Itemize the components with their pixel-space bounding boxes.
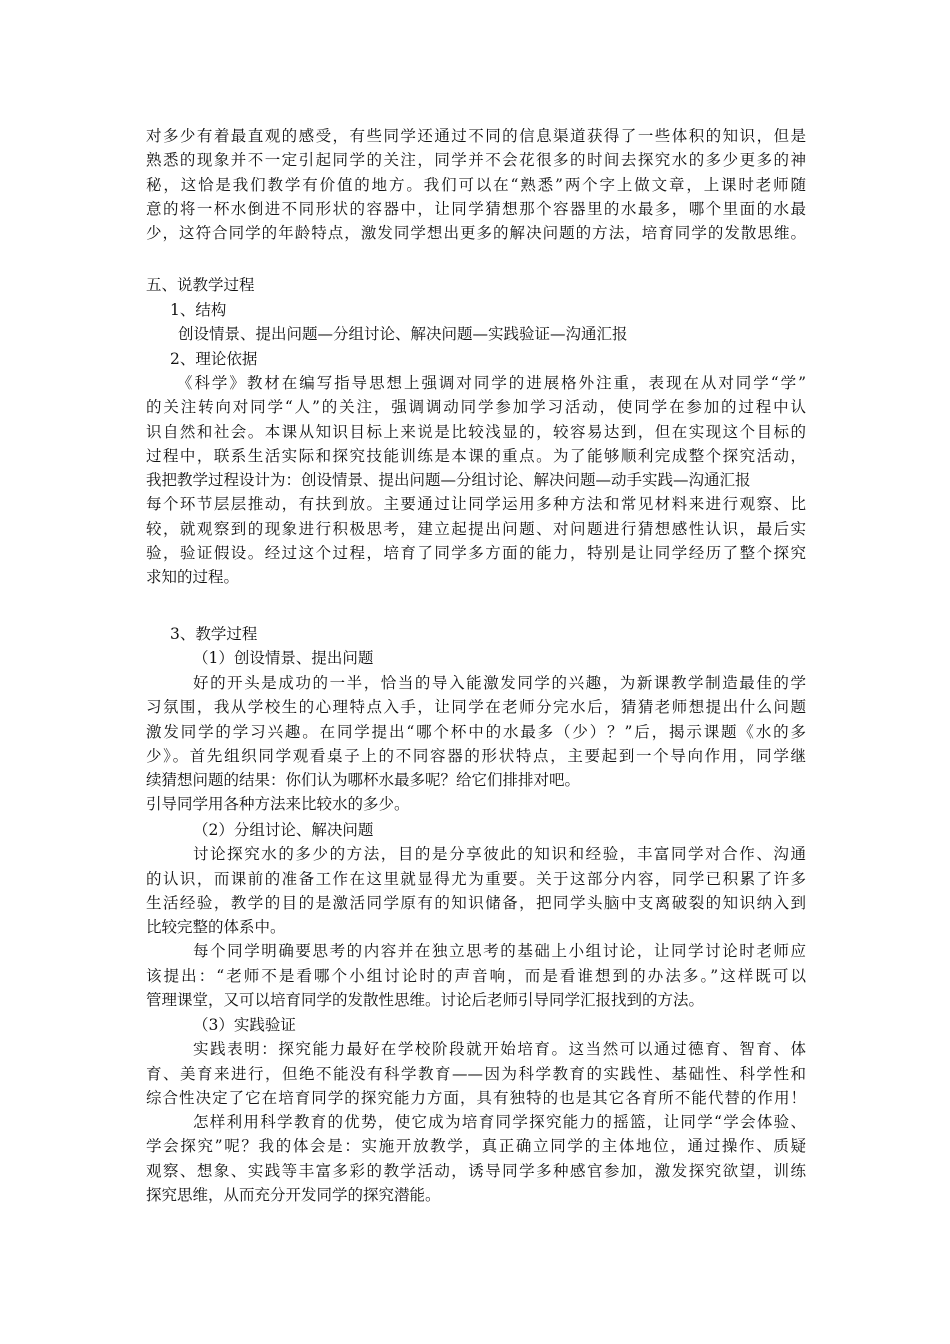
text-line: 讨论探究水的多少的方法，目的是分享彼此的知识和经验，丰富同学对合作、沟通 — [193, 845, 806, 864]
text-line: 少，这符合同学的年龄特点，激发同学想出更多的解决问题的方法，培育同学的发散思维。 — [146, 224, 806, 243]
item1-text: 创设情景、提出问题—分组讨论、解决问题—实践验证—沟通汇报 — [178, 325, 628, 344]
section-heading-text: 五、说教学过程 — [146, 276, 255, 294]
text-line: 该提出：“老师不是看哪个小组讨论时的声音响，而是看谁想到的办法多。”这样既可以 — [146, 966, 806, 985]
text-line: 激发同学的学习兴趣。在同学提出“哪个杯中的水最多（少）？”后，揭示课题《水的多 — [146, 722, 806, 741]
text-line: 意的将一杯水倒进不同形状的容器中，让同学猜想那个容器里的水最多，哪个里面的水最 — [146, 199, 806, 218]
text-line: 求知的过程。 — [146, 568, 240, 587]
text-line: 比较完整的体系中。 — [146, 918, 286, 937]
item3-heading: 3、教学过程 — [170, 625, 258, 643]
text-line: 学会探究”呢？我的体会是：实施开放教学，真正确立同学的主体地位，通过操作、质疑 — [146, 1137, 806, 1156]
text-line: 少》。首先组织同学观看桌子上的不同容器的形状特点，主要起到一个导向作用，同学继 — [146, 746, 806, 765]
text-line: 生活经验，教学的目的是激活同学原有的知识储备，把同学头脑中支离破裂的知识纳入到 — [146, 893, 806, 912]
text-line: 对多少有着最直观的感受，有些同学还通过不同的信息渠道获得了一些体积的知识，但是 — [146, 127, 806, 145]
text-line: 综合性决定了它在培育同学的探究能力方面，具有独特的也是其它各育所不能代替的作用！ — [146, 1088, 806, 1107]
item2-heading: 2、理论依据 — [170, 349, 258, 368]
text-line: 探究思维，从而充分开发同学的探究潜能。 — [146, 1186, 441, 1205]
item1 — [146, 298, 806, 371]
text-line: 怎样利用科学教育的优势，使它成为培育同学探究能力的摇篮，让同学“学会体验、 — [193, 1113, 806, 1132]
text-line: 好的开头是成功的一半，恰当的导入能激发同学的兴趣，为新课教学制造最佳的学 — [193, 674, 806, 692]
text-line: 秘，这恰是我们教学有价值的地方。我们可以在“熟悉”两个字上做文章，上课时老师随 — [146, 175, 806, 194]
text-line: 每个环节层层推动，有扶到放。主要通过让同学运用多种方法和常见材料来进行观察、比 — [146, 495, 806, 514]
intro-paragraph — [146, 124, 806, 245]
text-line: 习氛围，我从学校生的心理特点入手，让同学在老师分完水后，猜猜老师想提出什么问题 — [146, 698, 806, 717]
item2-paragraph — [146, 371, 806, 590]
text-line: 的认识，而课前的准备工作在这里就显得尤为重要。关于这部分内容，同学已积累了许多 — [146, 869, 806, 888]
text-line: 《科学》教材在编写指导思想上强调对同学的进展格外注重，表现在从对同学“学” — [177, 374, 806, 392]
text-line: 育、美育来进行，但绝不能没有科学教育——因为科学教育的实践性、基础性、科学性和 — [146, 1064, 806, 1083]
text-line: 识自然和社会。本课从知识目标上来说是比较浅显的，较容易达到，但在实现这个目标的 — [146, 422, 806, 441]
text-line: 观察、想象、实践等丰富多彩的教学活动，诱导同学多种感官参加，激发探究欲望，训练 — [146, 1161, 806, 1180]
sub3-heading: （3）实践验证 — [193, 1016, 296, 1034]
text-line: 熟悉的现象并不一定引起同学的关注，同学并不会花很多的时间去探究水的多少更多的神 — [146, 151, 806, 170]
sub2-heading: （2）分组讨论、解决问题 — [193, 821, 374, 839]
sub3 — [146, 1013, 806, 1207]
text-line: 每个同学明确要思考的内容并在独立思考的基础上小组讨论，让同学讨论时老师应 — [193, 942, 806, 961]
item1-heading: 1、结构 — [170, 301, 227, 319]
sub2 — [146, 818, 806, 1012]
text-line: 续猜想问题的结果：你们认为哪杯水最多呢？给它们排排对吧。 — [146, 771, 581, 790]
section-heading — [146, 273, 806, 297]
text-line: 引导同学用各种方法来比较水的多少。 — [146, 795, 410, 814]
text-line: 实践表明：探究能力最好在学校阶段就开始培育。这当然可以通过德育、智育、体 — [193, 1040, 806, 1059]
sub1-paragraph — [146, 671, 806, 817]
text-line: 较，就观察到的现象进行积极思考，建立起提出问题、对问题进行猜想感性认识，最后实 — [146, 519, 806, 538]
text-line: 验，验证假设。经过这个过程，培育了同学多方面的能力，特别是让同学经历了整个探究 — [146, 544, 806, 563]
text-line: 管理课堂，又可以培育同学的发散性思维。讨论后老师引导同学汇报找到的方法。 — [146, 991, 705, 1010]
text-line: 的关注转向对同学“人”的关注，强调调动同学参加学习活动，使同学在参加的过程中认 — [146, 398, 806, 417]
text-line: 我把教学过程设计为：创设情景、提出问题—分组讨论、解决问题—动手实践—沟通汇报 — [146, 471, 751, 490]
item3 — [146, 622, 806, 671]
sub1-heading: （1）创设情景、提出问题 — [193, 649, 374, 668]
text-line: 过程中，联系生活实际和探究技能训练是本课的重点。为了能够顺利完成整个探究活动， — [146, 446, 806, 465]
